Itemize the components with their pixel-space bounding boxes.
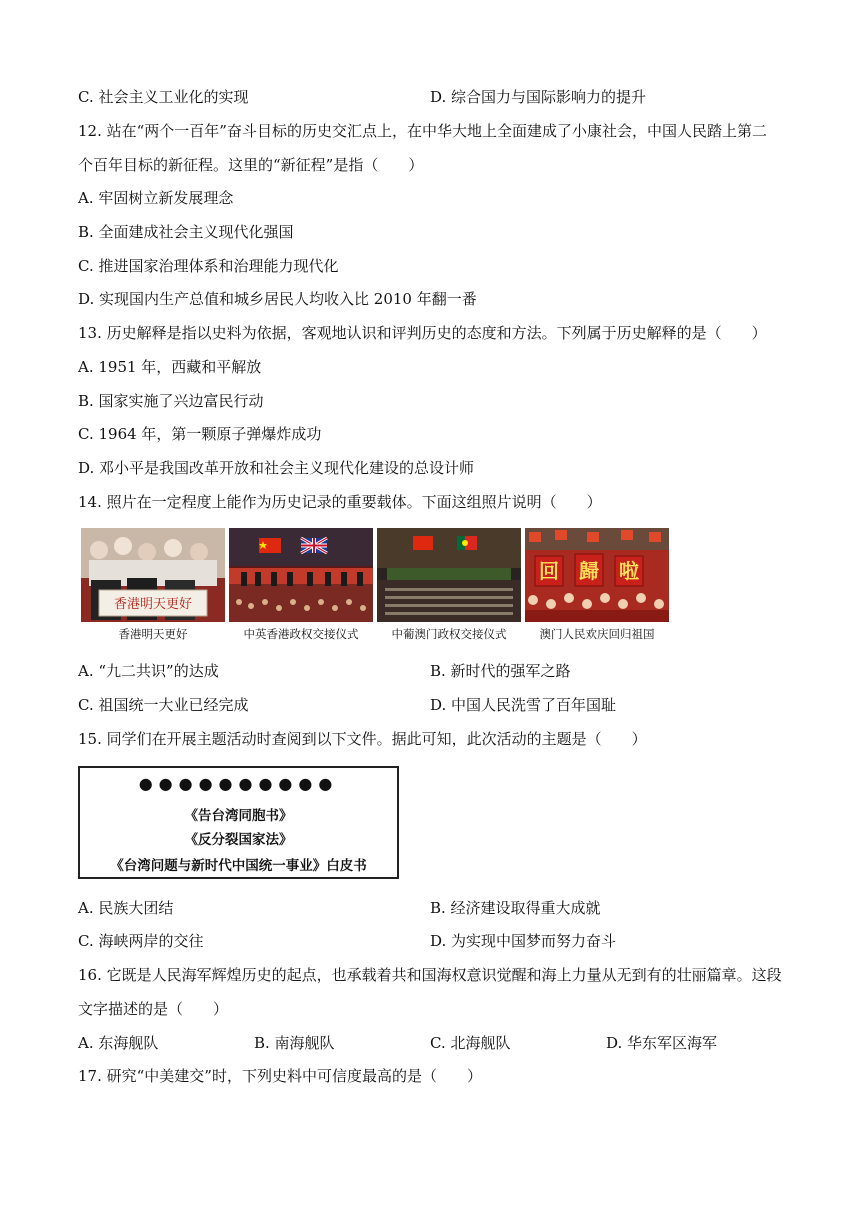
sign-char-1: 回 <box>539 559 559 583</box>
q12-option-b: B. 全面建成社会主义现代化强国 <box>78 223 294 241</box>
photo-hongkong-tomorrow <box>81 528 225 622</box>
q14-stem: 14. 照片在一定程度上能作为历史记录的重要载体。下面这组照片说明（ ） <box>78 493 602 511</box>
sign-char-3: 啦 <box>619 559 639 583</box>
q14-option-d: D. 中国人民洗雪了百年国耻 <box>430 696 617 714</box>
q14-option-b: B. 新时代的强军之路 <box>430 662 571 680</box>
q16-option-c: C. 北海舰队 <box>430 1034 511 1052</box>
q15-option-a: A. 民族大团结 <box>78 899 174 917</box>
photo-caption-4: 澳门人民欢庆回归祖国 <box>539 627 655 641</box>
q12-option-d: D. 实现国内生产总值和城乡居民人均收入比 2010 年翻一番 <box>78 290 477 308</box>
photo-caption-2: 中英香港政权交接仪式 <box>243 627 359 641</box>
photo-caption-3: 中葡澳门政权交接仪式 <box>391 627 507 641</box>
q11-option-d: D. 综合国力与国际影响力的提升 <box>430 88 647 106</box>
sign-char-2: 歸 <box>579 559 599 583</box>
union-flag-icon <box>301 538 327 553</box>
photo-macau-celebration <box>525 528 669 622</box>
q16-option-b: B. 南海舰队 <box>254 1034 335 1052</box>
q13-option-b: B. 国家实施了兴边富民行动 <box>78 392 264 410</box>
q16-stem-line-1: 16. 它既是人民海军辉煌历史的起点，也承载着共和国海权意识觉醒和海上力量从无到有的壮丽篇章。这段 <box>78 966 782 984</box>
photo-strip <box>81 528 671 644</box>
q12-option-c: C. 推进国家治理体系和治理能力现代化 <box>78 257 339 275</box>
q15-option-c: C. 海峡两岸的交往 <box>78 932 204 950</box>
document-list-box <box>78 766 399 879</box>
bullet-dots: ●●●●●●●●●● <box>138 774 339 793</box>
q14-option-a: A. “九二共识”的达成 <box>78 662 219 680</box>
photo-hk-handover <box>229 528 373 622</box>
document-title-2: 《反分裂国家法》 <box>184 832 293 848</box>
q15-option-b: B. 经济建设取得重大成就 <box>430 899 601 917</box>
q16-option-d: D. 华东军区海军 <box>606 1034 718 1052</box>
portugal-flag-icon <box>457 536 477 550</box>
q15-stem: 15. 同学们在开展主题活动时查阅到以下文件。据此可知，此次活动的主题是（ ） <box>78 730 647 748</box>
photo-caption-1: 香港明天更好 <box>118 627 188 641</box>
document-title-1: 《告台湾同胞书》 <box>184 808 293 824</box>
banner-text: 香港明天更好 <box>113 597 193 612</box>
q13-option-a: A. 1951 年，西藏和平解放 <box>78 358 262 376</box>
q12-stem-line-1: 12. 站在“两个一百年”奋斗目标的历史交汇点上，在中华大地上全面建成了小康社会，中国人民踏上第二 <box>78 122 767 140</box>
q13-option-d: D. 邓小平是我国改革开放和社会主义现代化建设的总设计师 <box>78 459 475 477</box>
q12-stem-line-2: 个百年目标的新征程。这里的“新征程”是指（ ） <box>78 156 424 174</box>
q17-stem: 17. 研究“中美建交”时，下列史料中可信度最高的是（ ） <box>78 1067 482 1085</box>
q14-option-c: C. 祖国统一大业已经完成 <box>78 696 249 714</box>
photo-macau-handover <box>377 528 521 622</box>
q12-option-a: A. 牢固树立新发展理念 <box>78 189 234 207</box>
q16-stem-line-2: 文字描述的是（ ） <box>78 1000 229 1018</box>
q13-option-c: C. 1964 年，第一颗原子弹爆炸成功 <box>78 425 322 443</box>
q15-option-d: D. 为实现中国梦而努力奋斗 <box>430 932 617 950</box>
q11-option-c: C. 社会主义工业化的实现 <box>78 88 249 106</box>
q13-stem: 13. 历史解释是指以史料为依据，客观地认识和评判历史的态度和方法。下列属于历史解释的是（ ） <box>78 324 767 342</box>
document-title-3: 《台湾问题与新时代中国统一事业》白皮书 <box>110 858 367 874</box>
q16-option-a: A. 东海舰队 <box>78 1034 159 1052</box>
